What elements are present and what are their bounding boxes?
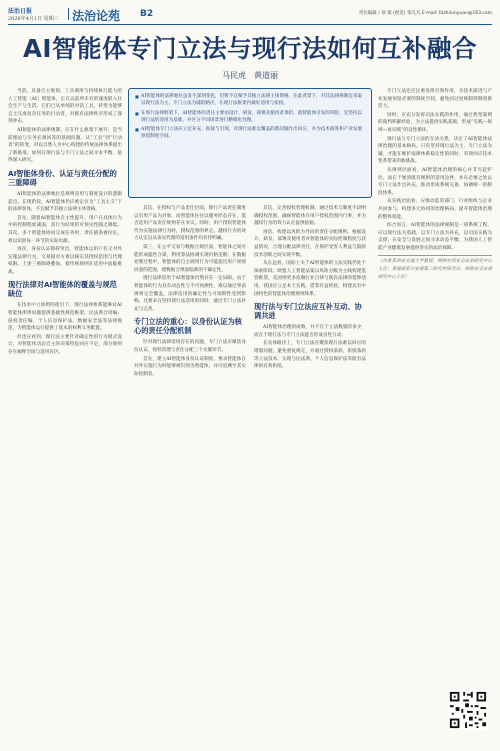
paragraph: 在技术中立原则的指引下，现行法律体系能够对AI智能体所涉问题提供基础性规范框架。民法典合同编、侵权责任编，个人信息保护法、数据安全法等法律规范，为智能体运行提供了基本的权利义务配置。 [8,303,122,332]
paragraph: 从实践层面看，应推动监管部门、行业组织与企业共同参与，构建多元协同的治理格局，提升智能体治理的整体效能。 [378,199,492,220]
paragraph: 同时，应充分发挥司法实践的作用，通过典型案例的裁判积累经验，为立法提供实践基础，形成“实践—规则—再实践”的良性循环。 [378,112,492,133]
paragraph: 但也应看到，现行法主要针对确定性的行为模式设计，对智能体动态自主的决策特征回应不足，部分规则存在解释空间与适用盲区。 [8,334,122,356]
section-heading: AI智能体身份、认证与责任分配的三重障碍 [8,168,117,187]
paper-date: 2026年4月1日 星期三 [8,16,59,22]
section-title: 法治论苑 [72,9,121,23]
paragraph: 其次，完善授权管理机制。通过技术与制度手段明确授权范围，确保智能体在用户授权范围内行事，并为越权行为的效力认定提供依据。 [254,206,366,227]
abstract-item: ■ AI智能体专门立法应立足补充、衔接与引领，对现行法难以覆盖的新问题作出回应，并为技术演进和产业发展预留制度空间。 [135,126,365,141]
abstract-item: ■ 在现行法律框架下，AI智能体的责任主要由设计、研发、部署及使用者承担。就智能体引发的风险，宜坚持以现行法的适用为基础，并区分不同场景进行精细化处理。 [135,110,365,125]
masthead-divider [68,8,69,20]
paragraph: AI智能体的法律规制，应在什么框架下展开，是当前理论与实务必须回答的基础问题。从“工具”到“行动者”的转变，对以自然人为中心构建的传统法律体系提出了新挑战，如何在现行法与专门立法之间寻求平衡，值得深入研究。 [8,127,122,164]
paragraph: 首先，建立AI智能体身份认证制度。要求智能体在对外实施行为时能够被识别为智能体，并可追溯至其实际控制者。 [134,356,246,377]
qr-code-icon[interactable] [448,690,488,730]
abstract-item: ■ AI智能体的法律地位虽发生深刻变化，但暂不宜赋予其独立法律主体资格。在此背景下，对其法律规制宜采取以现行法为主、专门立法为辅的路径，在现行法框架内做好适用与衔接。 [135,93,365,108]
column-2 [134,205,246,379]
authors: 马民虎 黄道丽 [222,71,278,80]
paragraph: 首先，随着AI智能体自主性提升，用户在具体行为中的控制程度减弱，其行为结果的可预见性随之降低。其次，多个智能体协同完成任务时，责任链条被拉长，难以识别每一环节的实际贡献。 [8,215,122,244]
paragraph: 针对现行法律适用存在的问题，专门立法应聚焦身份认证、授权管理与责任分配三个关键环节。 [134,340,246,353]
column-1 [8,88,122,358]
paragraph: 综合而言，AI智能体的法律规制是一项系统工程。应以现行法为基础，以专门立法为补充，以司法实践为支撑，在安全与发展之间寻求动态平衡，为我国人工智能产业健康发展提供坚实的法治保障。 [378,223,492,251]
paragraph: AI智能体治理的成败，并不在于立法数量的多少，而在于现行法与专门立法能否形成良性互动。 [254,325,366,338]
paper-name: 法治日报 [8,8,33,15]
paragraph: 第三，在公平交易与数据合规层面，智能体之间可能形成隐性合谋，利用算法协调实现价格垄断；在数据处理过程中，智能体的自主调用行为可能超出用户知情同意的范围，使数据合规面临新的不确定性。 [134,244,246,273]
column-4 [378,88,492,282]
paragraph: 专门立法还应注重发挥引领作用，为技术演进与产业发展预留必要的制度空间，避免因过度规制抑制创新活力。 [378,89,492,110]
paragraph: 现行法与专门立法的互动关系，决定了AI智能体法律治理的基本格局。只有坚持现行法为主、专门立法为辅，才能在维护法律体系稳定性的同时，有效回应技术变革带来的新挑战。 [378,136,492,165]
section-heading: 现行法律对AI智能体的覆盖与规范缺位 [8,280,117,299]
editors-line: 责任编辑 / 徐 斌 (视觉) 邹凡凡 E-mail: fazhilunyuan@163.com [358,11,492,16]
paragraph: 从长远看，国际上关于AI智能体的立法实践仍处于探索阶段。欧盟人工智能法案以风险分级为主线构建监管框架，美国则更多依赖行业自律与既有法律的延伸适用。我国应立足本土实践，借鉴有益经验，构建具有中国特色的智能体治理规则体系。 [254,261,366,297]
paragraph: 再次，身份认证障碍突出。智能体以用户名义对外实施法律行为，交易相对方难以核实其授权范围与代理权限。上述三重障碍叠加，使传统规则在适用中面临挑战。 [8,247,122,275]
section-heading: 专门立法的重心：以身份认证为核心的责任分配机制 [134,317,242,336]
section-heading: 现行法与专门立法应互补互动、协调共进 [254,302,362,321]
paragraph: 现行法律适用于AI智能体仍然存在一定局限。由于智能体的行为具有动态性与不可预测性，难以通过事前规则完全覆盖，法律适用的确定性与可预期性受到影响。这要求在坚持现行法适用的同时，通过专门立法补充与完善。 [134,276,246,312]
qr-code-graphic [448,690,488,730]
masthead [8,6,492,25]
author-footnote: （作者系西安交通大学教授、网络空间安全法治研究中心主任；黄道丽系公安部第三研究所研究员、网络安全法律研究中心主任） [378,255,492,281]
paragraph: 从规则层面看，AI智能体治理的核心并非另起炉灶，而在于厘清既有规则的适用边界，并在必要之处以专门立法作出补充，推动形成系统完备、协调统一的制度体系。 [378,167,492,196]
paragraph: AI智能体的法律地位是规则适用与制度设计的逻辑起点。在现阶段，AI智能体仍应被定位为“工具主义”下的法律客体，不宜赋予其独立法律主体资格。 [8,191,122,213]
page-number: B2 [140,9,154,19]
headline: AI智能体专门立法与现行法如何互补融合 [22,34,478,63]
column-3 [254,205,366,372]
abstract-box [128,88,372,198]
paragraph: 再次，构建以风险为导向的责任分配规则。根据设计、研发、部署及使用者对智能体的实际控制程度与获益情况，合理分配法律责任，在保护受害人利益与鼓励技术创新之间实现平衡。 [254,229,366,258]
paragraph: 其次，在授权与产品责任层面，现行产品责任制度以有形产品为对象，而智能体往往以服务形态存在，能否适用产品责任规则存在争议。同时，用户授权智能体代为实施法律行为时，授权范围的界定、越权行为的效力认定以及表见代理的适用条件均有待明确。 [134,206,246,242]
paragraph: 在具体路径上，专门立法应聚焦现行法难以回应的增量问题，避免重复规定，并通过授权条款、衔接条款等立法技术，实现与民法典、个人信息保护法等既有法律的有效衔接。 [254,341,366,370]
paragraph: 当前，具备自主规划、工具调用与持续执行能力的人工智能（AI）智能体，正在以前所未有的速度嵌入社会生产与生活。它们已从单纯的对话工具，转变为能够自主完成复杂任务的行动者，对既有法律秩序形成了深刻冲击。 [8,89,122,125]
